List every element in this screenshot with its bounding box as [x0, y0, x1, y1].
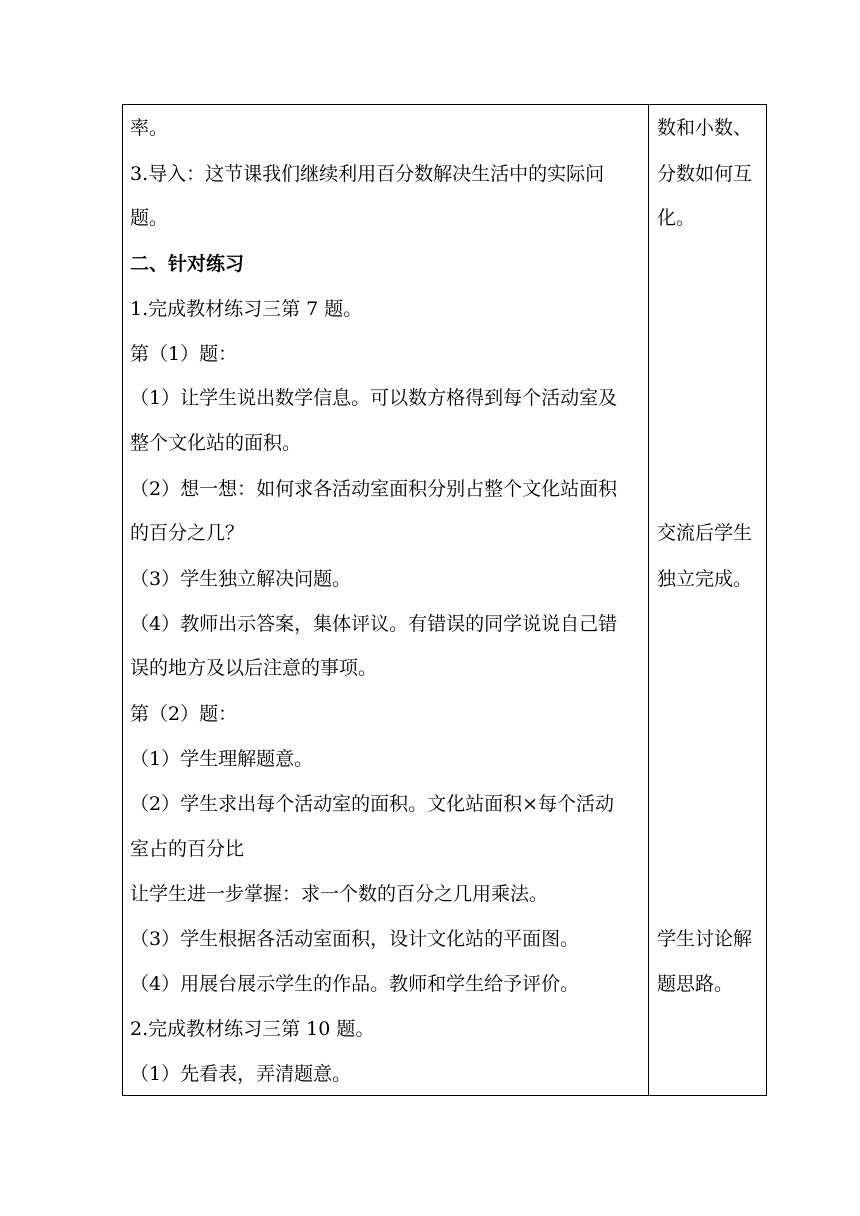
- left-line: （1）让学生说出数学信息。可以数方格得到每个活动室及: [130, 387, 618, 409]
- left-line: 第（1）题：: [130, 343, 238, 365]
- right-line: 分数如何互: [657, 163, 753, 185]
- left-line: 整个文化站的面积。: [130, 432, 302, 454]
- section-heading: 二、针对练习: [130, 253, 245, 275]
- left-line: 3.导入：这节课我们继续利用百分数解决生活中的实际问: [130, 163, 605, 185]
- left-line: （4）用展台展示学生的作品。教师和学生给予评价。: [130, 973, 580, 995]
- right-line: 题思路。: [657, 973, 734, 995]
- left-line: 的百分之几？: [130, 522, 245, 544]
- left-line: 2.完成教材练习三第 10 题。: [130, 1018, 375, 1040]
- right-line: 独立完成。: [657, 568, 753, 590]
- left-line: （3）学生独立解决问题。: [130, 568, 352, 590]
- column-divider: [648, 104, 649, 1096]
- left-line: （1）先看表，弄清题意。: [130, 1063, 352, 1085]
- right-line: 交流后学生: [657, 522, 753, 544]
- left-line: （1）学生理解题意。: [130, 748, 314, 770]
- left-line: 1.完成教材练习三第 7 题。: [130, 298, 363, 320]
- left-line: 室占的百分比: [130, 838, 245, 860]
- left-line: 率。: [130, 117, 169, 139]
- left-line: （2）学生求出每个活动室的面积。文化站面积×每个活动: [130, 793, 615, 815]
- left-line: 让学生进一步掌握：求一个数的百分之几用乘法。: [130, 883, 549, 905]
- right-line: 化。: [657, 207, 696, 229]
- right-line: 学生讨论解: [657, 928, 753, 950]
- left-line: 误的地方及以后注意的事项。: [130, 657, 378, 679]
- left-line: （4）教师出示答案，集体评议。有错误的同学说说自己错: [130, 613, 618, 635]
- left-line: 第（2）题：: [130, 703, 238, 725]
- right-line: 数和小数、: [657, 117, 753, 139]
- left-line: （3）学生根据各活动室面积，设计文化站的平面图。: [130, 928, 580, 950]
- left-line: （2）想一想：如何求各活动室面积分别占整个文化站面积: [130, 478, 618, 500]
- left-line: 题。: [130, 207, 169, 229]
